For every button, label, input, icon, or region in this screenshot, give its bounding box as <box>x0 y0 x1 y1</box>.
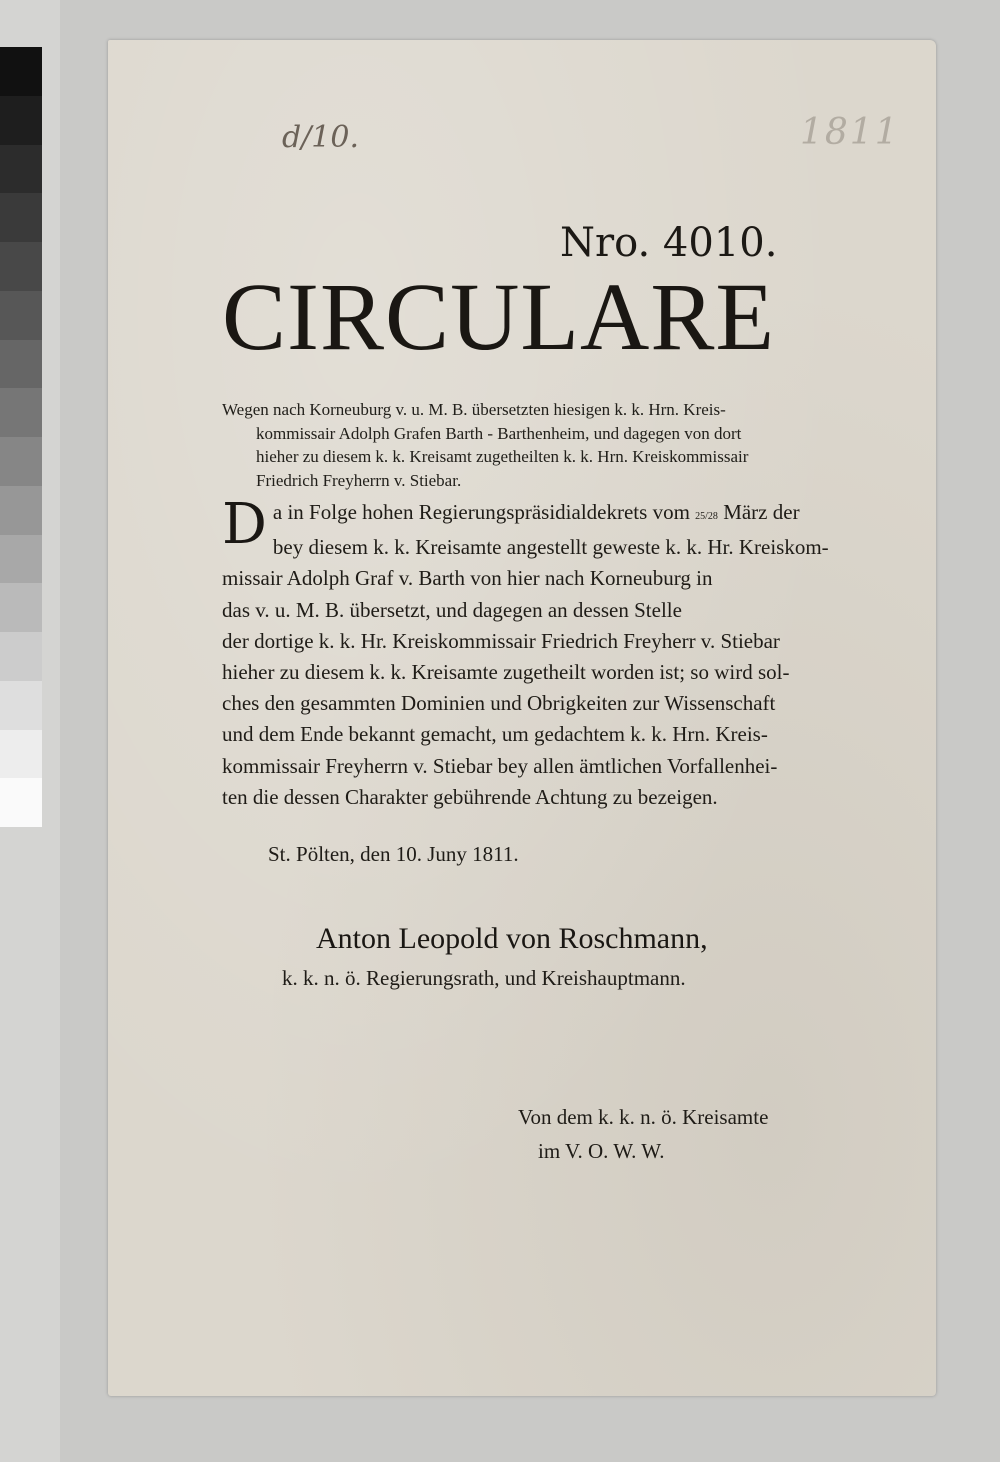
date-fraction: 25/28 <box>695 511 718 522</box>
subject-paragraph <box>222 398 772 492</box>
calibration-swatch <box>0 193 42 242</box>
calibration-swatch <box>0 96 42 145</box>
body-line: und dem Ende bekannt gemacht, um gedachtem k. k. Hrn. Kreis- <box>222 722 768 747</box>
calibration-swatch <box>0 681 42 730</box>
signer-title: k. k. n. ö. Regierungsrath, und Kreishauptmann. <box>282 966 686 990</box>
body-line: der dortige k. k. Hr. Kreiskommissair Friedrich Freyherr v. Stiebar <box>222 628 780 653</box>
handwritten-note-left: d/10. <box>282 120 360 155</box>
body-paragraph <box>222 492 829 813</box>
calibration-swatch <box>0 632 42 681</box>
subject-line: Friedrich Freyherrn v. Stiebar. <box>256 470 462 490</box>
calibration-swatch <box>0 535 42 584</box>
calibration-swatch <box>0 583 42 632</box>
body-line-end: März der <box>723 500 800 524</box>
calibration-swatch <box>0 730 42 779</box>
calibration-swatch <box>0 47 42 96</box>
body-line <box>222 497 800 532</box>
subject-line: kommissair Adolph Grafen Barth - Barthenheim, und dagegen von dort <box>256 423 742 443</box>
signer-name: Anton Leopold von Roschmann, <box>316 922 708 955</box>
body-line: kommissair Freyherrn v. Stiebar bey allen ämtlichen Vorfallenhei- <box>222 753 778 778</box>
calibration-swatch <box>0 388 42 437</box>
calibration-swatch <box>0 340 42 389</box>
subject-line: Wegen nach Korneuburg v. u. M. B. übersetzten hiesigen k. k. Hrn. Kreis- <box>222 400 726 419</box>
issuing-office <box>518 1100 768 1168</box>
issuer-line: Von dem k. k. n. ö. Kreisamte <box>518 1105 769 1129</box>
place-and-date: St. Pölten, den 10. Juny 1811. <box>268 842 519 866</box>
calibration-swatch <box>0 291 42 340</box>
body-line: ten die dessen Charakter gebührende Achtung zu bezeigen. <box>222 784 718 809</box>
document-title: CIRCULARE <box>222 263 776 370</box>
calibration-swatch <box>0 145 42 194</box>
calibration-swatch <box>0 486 42 535</box>
calibration-swatch <box>0 437 42 486</box>
issuer-line: im V. O. W. W. <box>538 1139 665 1163</box>
color-calibration-strip <box>0 47 42 827</box>
body-line: missair Adolph Graf v. Barth von hier nach Korneuburg in <box>222 566 713 591</box>
body-line: hieher zu diesem k. k. Kreisamte zugetheilt worden ist; so wird sol- <box>222 660 790 685</box>
document-number: Nro. 4010. <box>560 220 778 266</box>
calibration-swatch <box>0 242 42 291</box>
drop-cap: D <box>222 492 267 557</box>
body-line-start: a in Folge hohen Regierungspräsidialdekrets vom <box>272 500 690 524</box>
body-line: ches den gesammten Dominien und Obrigkeiten zur Wissenschaft <box>222 691 776 716</box>
subject-line: hieher zu diesem k. k. Kreisamt zugetheilten k. k. Hrn. Kreiskommissair <box>256 447 749 466</box>
body-line: bey diesem k. k. Kreisamte angestellt geweste k. k. Hr. Kreiskom- <box>272 535 829 560</box>
body-line: das v. u. M. B. übersetzt, und dagegen an dessen Stelle <box>222 597 682 622</box>
handwritten-note-right: 1811 <box>800 112 900 153</box>
calibration-swatch <box>0 778 42 827</box>
